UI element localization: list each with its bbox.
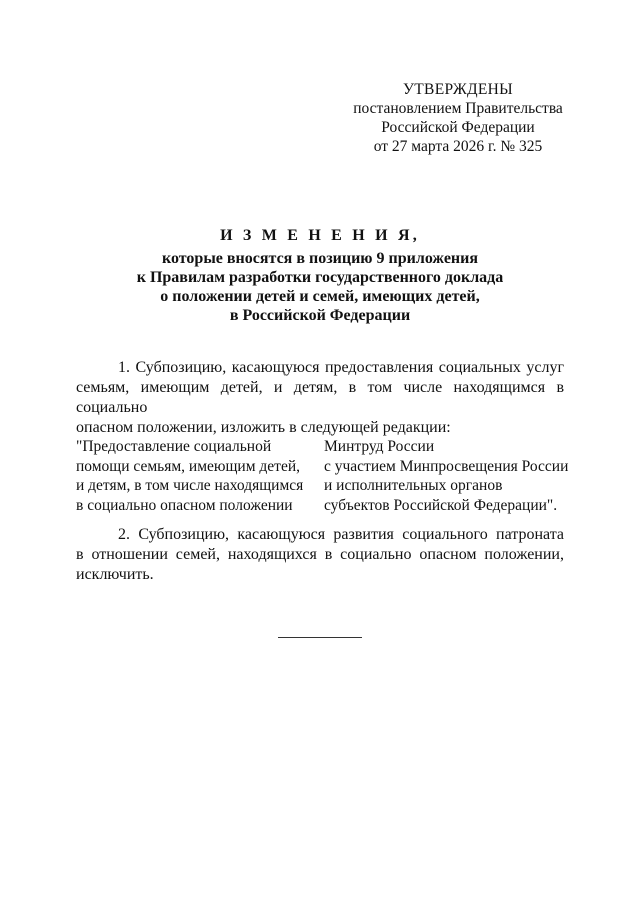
approval-line-3: от 27 марта 2026 г. № 325 [373,138,543,155]
approval-line-2: Российской Федерации [381,119,535,136]
item-1-line-1: 1. Субпозицию, касающуюся предоставления социальных услуг [118,359,564,376]
item-2-line-1: 2. Субпозицию, касающуюся развития социального патроната [118,526,564,543]
table-left-line: в социально опасном положении [76,496,293,514]
title-sub-1: которые вносятся в позицию 9 приложения [161,250,479,267]
title-sub-2: к Правилам разработки государственного доклада [136,269,504,286]
approval-heading: УТВЕРЖДЕНЫ [403,81,513,98]
table-right-column [324,437,584,515]
table-left-line: "Предоставление социальной [76,438,272,455]
approval-line-1: постановлением Правительства [353,100,563,117]
item-1 [76,358,564,438]
table-left-line: помощи семьям, имеющим детей, [76,457,300,475]
table-right-line: Минтруд России [324,438,435,455]
item-1-line-2: семьям, имеющим детей, и детям, в том числе находящимся в социально [76,379,564,416]
item-2-line-2: в отношении семей, находящихся в социально опасном положении, [76,546,564,563]
table-right-line: с участием Минпросвещения России [324,457,569,475]
item-2 [76,525,564,585]
table-right-line: и исполнительных органов [324,477,503,494]
title-sub-3: о положении детей и семей, имеющих детей, [160,288,480,305]
approval-block [338,80,578,156]
table-left-column [76,437,316,515]
table-left-line: и детям, в том числе находящимся [76,477,304,494]
item-1-line-3: опасном положении, изложить в следующей редакции: [76,419,451,436]
table-right-line: субъектов Российской Федерации". [324,496,558,514]
title-main: И З М Е Н Е Н И Я, [220,227,420,244]
document-title [0,226,640,325]
closing-rule [278,637,362,638]
title-sub-4: в Российской Федерации [229,307,411,324]
item-2-line-3: исключить. [76,566,154,583]
